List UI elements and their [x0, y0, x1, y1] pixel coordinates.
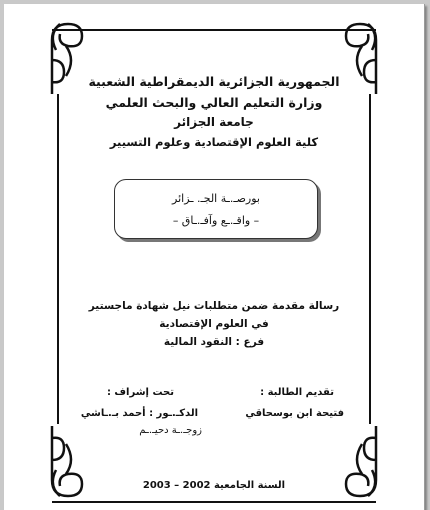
- title-box: [114, 179, 318, 239]
- thesis-field: في العلوم الإقتصادية: [159, 318, 269, 330]
- academic-year: السنة الجامعية 2002 – 2003: [142, 480, 286, 491]
- ministry-heading: وزارة التعليم العالي والبحث العلمي: [105, 95, 323, 110]
- supervisor-name-extra: زوجـ.ـة دحيـ.ـم: [139, 425, 202, 436]
- border-bottom: [52, 501, 376, 503]
- border-right: [369, 94, 371, 424]
- republic-heading: الجمهورية الجزائرية الديمقراطية الشعبية: [88, 74, 340, 89]
- document-page: [4, 4, 425, 510]
- thesis-branch: فرع : النقود المالية: [163, 336, 265, 348]
- thesis-statement: رسالة مقدمة ضمن متطلبات نيل شهادة ماجستير: [88, 300, 340, 312]
- border-top: [52, 29, 376, 31]
- university-heading: جامعة الجزائر: [174, 115, 254, 129]
- thesis-title-line2: – واقـ.ـع وآفـ.ـاق –: [172, 214, 260, 227]
- thesis-title-line1: بورصـ.ـة الجـ. ـزائر: [172, 192, 260, 205]
- supervisor-label: تحت إشراف :: [106, 387, 174, 398]
- faculty-heading: كلية العلوم الإقتصادية وعلوم التسيير: [109, 135, 319, 149]
- supervisor-name: الدكـ.ـور : أحمد بـ.ـاشي: [80, 408, 198, 419]
- border-left: [57, 94, 59, 424]
- student-label: تقديم الطالبة :: [260, 387, 334, 398]
- student-name: فتيحة ابن بوسحاقي: [245, 408, 344, 419]
